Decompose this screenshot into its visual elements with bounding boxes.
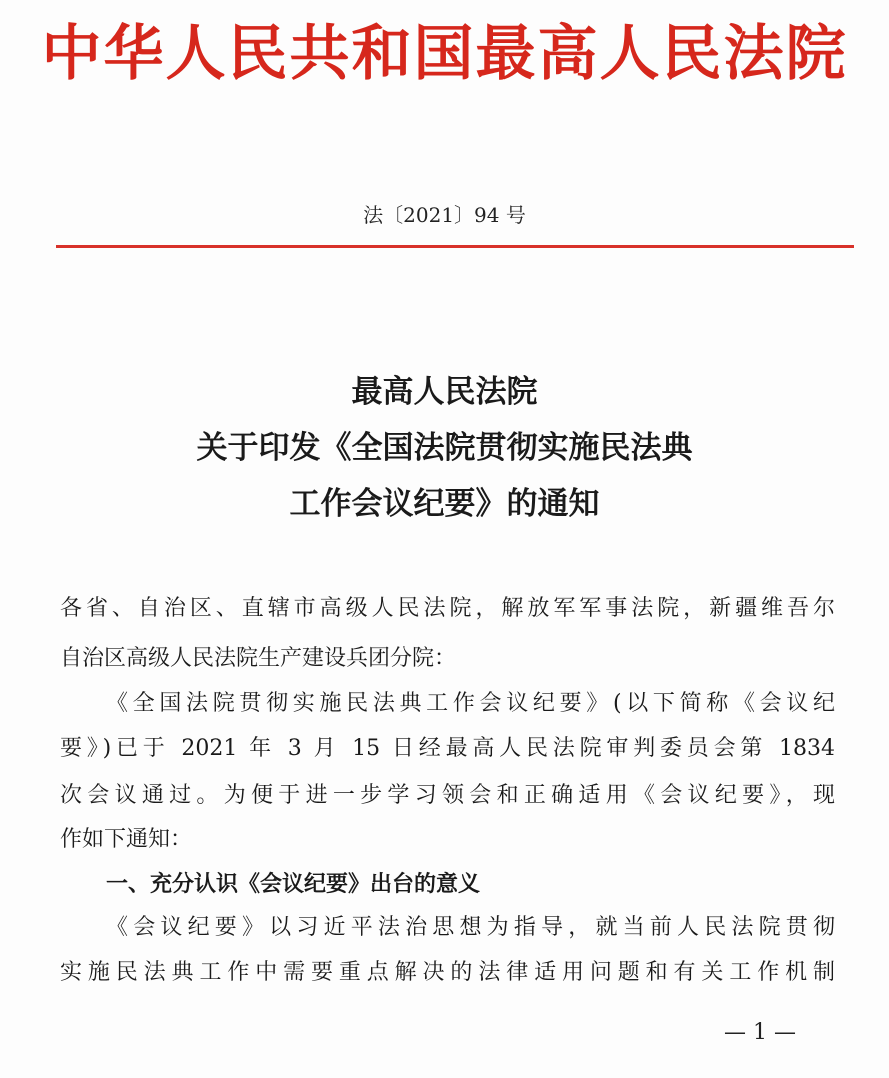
- addressee-line-1: 各省、自治区、直辖市高级人民法院，解放军军事法院，新疆维吾尔: [60, 596, 835, 621]
- paragraph-1-line-1: 《全国法院贯彻实施民法典工作会议纪要》(以下简称《会议纪: [106, 691, 835, 716]
- paragraph-2-line-2: 实施民法典工作中需要重点解决的法律适用问题和有关工作机制: [60, 960, 835, 985]
- red-divider-line: [56, 245, 854, 248]
- notice-title-line-3: 工作会议纪要》的通知: [289, 486, 600, 522]
- section-heading-1: 一、充分认识《会议纪要》出台的意义: [106, 872, 481, 897]
- notice-title-line-1: 最高人民法院: [351, 374, 538, 410]
- paragraph-1-line-3: 次会议通过。为便于进一步学习领会和正确适用《会议纪要》，现: [60, 783, 835, 808]
- page-number: — 1 —: [724, 1020, 796, 1045]
- addressee-line-2: 自治区高级人民法院生产建设兵团分院：: [60, 646, 457, 671]
- document-number: 法〔2021〕94 号: [363, 203, 526, 227]
- issuing-authority-header: 中华人民共和国最高人民法院: [41, 19, 848, 89]
- notice-title-line-2: 关于印发《全国法院贯彻实施民法典: [196, 430, 693, 466]
- paragraph-1-line-4: 作如下通知：: [60, 827, 193, 852]
- paragraph-2-line-1: 《会议纪要》以习近平法治思想为指导，就当前人民法院贯彻: [106, 915, 835, 940]
- paragraph-1-line-2: 要》)已于 2021 年 3 月 15 日经最高人民法院审判委员会第 1834: [60, 736, 835, 761]
